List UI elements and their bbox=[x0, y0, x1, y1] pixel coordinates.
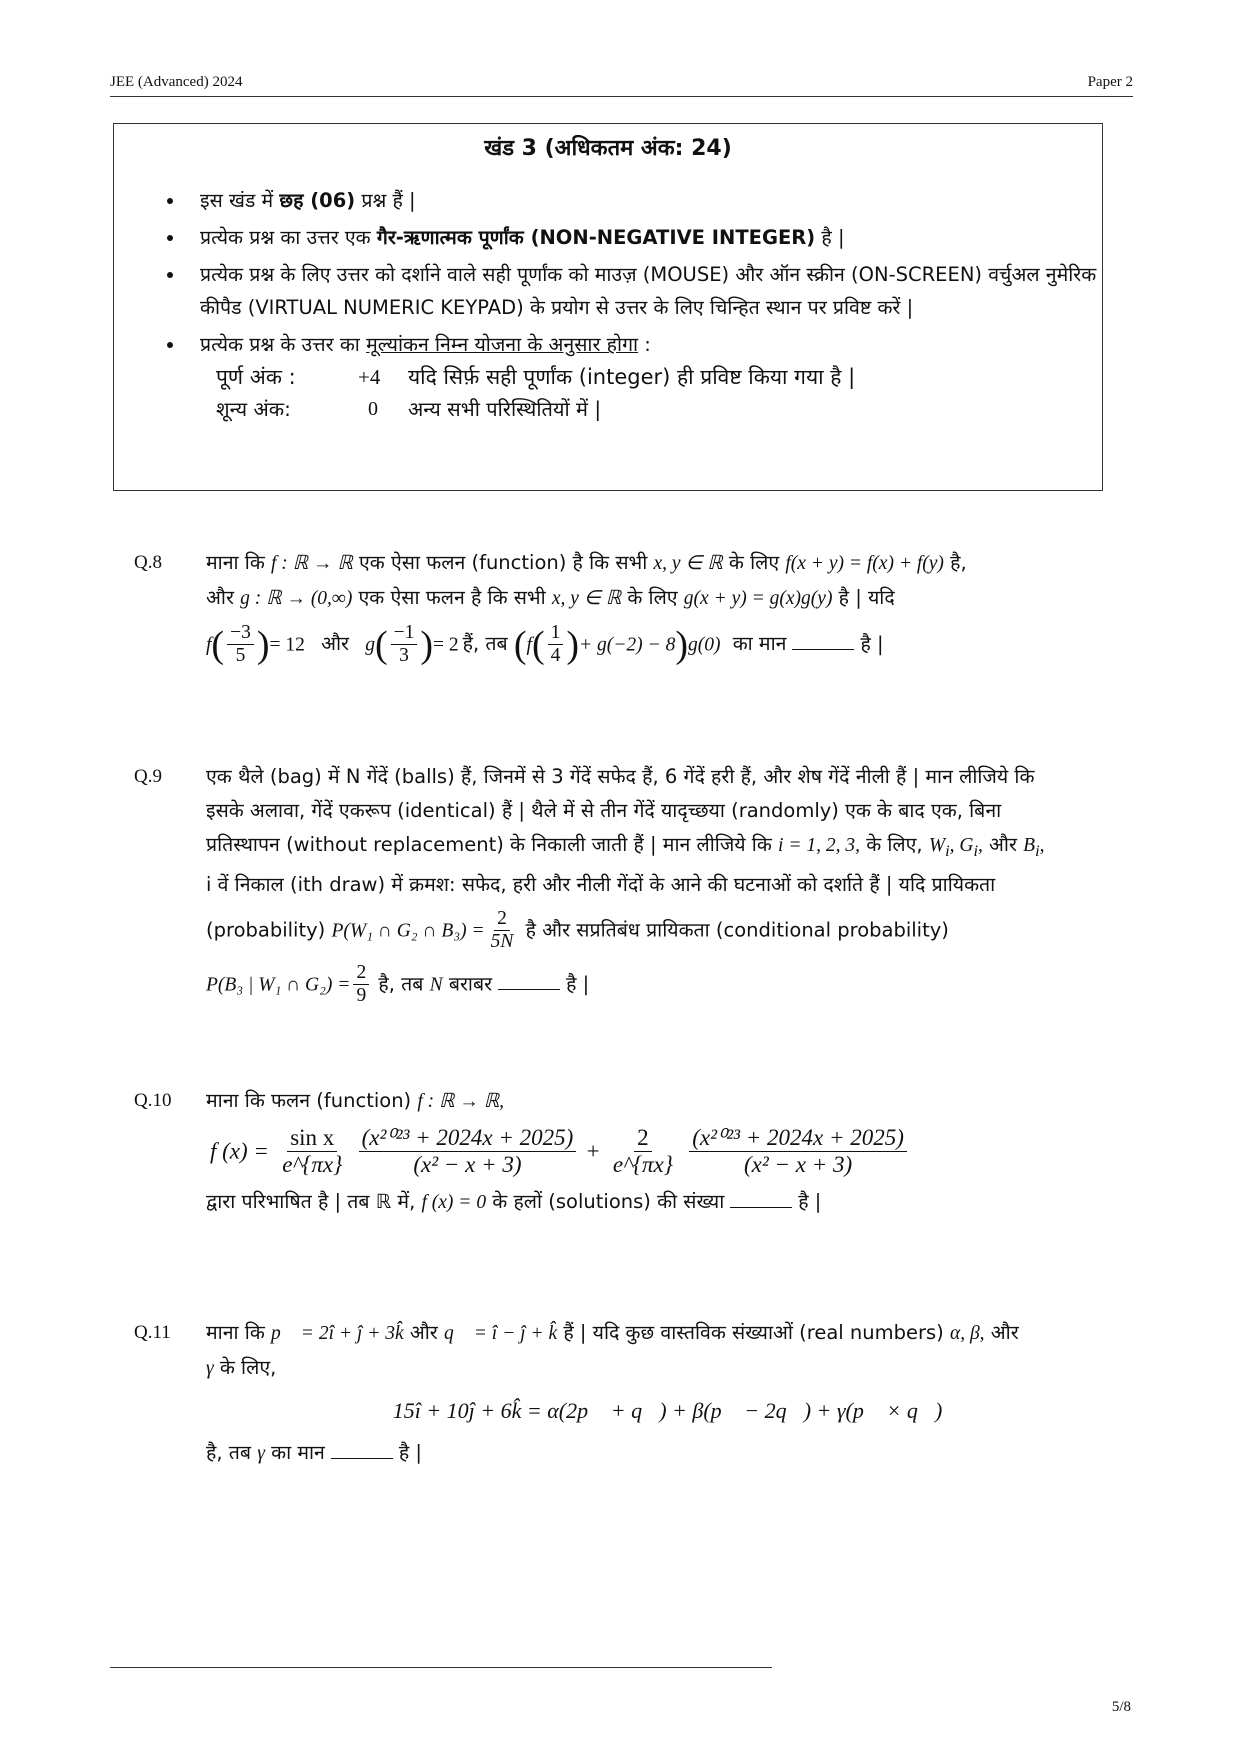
question-number: Q.8 bbox=[134, 552, 162, 573]
question-number: Q.10 bbox=[134, 1090, 172, 1111]
question-8 bbox=[134, 546, 1129, 668]
q10-formula: f (x) = $\frac{\text{sin x}}{e\^{}\{\pi x\}}$ $\frac{\text{(x²⁰²³ + 2024x + 2025)}}{\text{(x² − x + 3)}}$ + $\frac{2}{e\^{}\{\pi x\}}$ $\frac{\text{(x²⁰²³ + 2024x + 2025)}}{\text{(x² − x + 3)}}$ bbox=[210, 1125, 1129, 1179]
question-11 bbox=[134, 1316, 1129, 1471]
instruction-item: • इस खंड में छह (06) प्रश्न हैं | bbox=[186, 184, 1102, 217]
paper-label: Paper 2 bbox=[1087, 74, 1133, 90]
q9-line-3: प्रतिस्थापन (without replacement) के निकाली जाती हैं | मान लीजिये कि i = 1, 2, 3, के लिए, $W_i$, $G_i$, और $B_i$, bbox=[206, 833, 1045, 860]
q10-line-3: द्वारा परिभाषित है | तब ℝ में, f (x) = 0 के हलों (solutions) की संख्या है | bbox=[206, 1189, 822, 1213]
question-number: Q.11 bbox=[134, 1322, 171, 1343]
answer-blank bbox=[331, 1458, 393, 1459]
q10-line-1: माना कि फलन (function) f : ℝ → ℝ, bbox=[206, 1089, 505, 1112]
page-header bbox=[110, 72, 1133, 97]
question-10 bbox=[134, 1084, 1129, 1220]
q8-line-1: माना कि f : ℝ → ℝ एक ऐसा फलन (function) है कि सभी x, y ∈ ℝ के लिए f(x + y) = f(x) + f(y) है, bbox=[206, 551, 967, 574]
q9-line-4: i वें निकाल (ith draw) में क्रमश: सफेद, हरी और नीली गेंदों के आने की घटनाओं को दर्शाते हैं | यदि प्रायिकता bbox=[206, 872, 996, 896]
q8-line-2: और g : ℝ → (0,∞) एक ऐसा फलन है कि सभी x, y ∈ ℝ के लिए g(x + y) = g(x)g(y) है | यदि bbox=[206, 586, 895, 609]
q11-line-3: है, तब γ का मान है | bbox=[206, 1441, 422, 1464]
zero-marks-row: शून्य अंक: 0 अन्य सभी परिस्थितियों में | bbox=[216, 397, 602, 421]
answer-blank bbox=[498, 989, 560, 990]
q11-line-2: γ के लिए, bbox=[206, 1356, 277, 1379]
section-title: खंड 3 (अधिकतम अंक: 24) bbox=[484, 136, 732, 161]
page-number: 5/8 bbox=[1111, 1699, 1131, 1715]
q11-line-1: माना कि p⃗ = 2î + ĵ + 3k̂ और q⃗ = î − ĵ + k̂ हैं | यदि कुछ वास्तविक संख्याओं (real numbers) α, β, और bbox=[206, 1321, 1019, 1344]
q9-line-6: P(B₃ | W₁ ∩ G₂) = $\frac{2}{9}$ है, तब N बराबर है | bbox=[206, 961, 590, 1007]
question-9 bbox=[134, 760, 1129, 1008]
footer-divider bbox=[110, 1667, 772, 1668]
instruction-item: • प्रत्येक प्रश्न का उत्तर एक गैर-ऋणात्मक पूर्णांक (NON-NEGATIVE INTEGER) है | bbox=[186, 221, 1102, 254]
full-marks-row: पूर्ण अंक : +4 यदि सिर्फ़ सही पूर्णांक (integer) ही प्रविष्ट किया गया है | bbox=[216, 365, 856, 389]
question-number: Q.9 bbox=[134, 766, 162, 787]
answer-blank bbox=[730, 1207, 792, 1208]
q9-line-1: एक थैले (bag) में N गेंदें (balls) हैं, जिनमें से 3 गेंदें सफेद हैं, 6 गेंदें हरी हैं, और शेष गेंदें नीली हैं | मान लीजिये कि bbox=[206, 765, 1035, 788]
instruction-list bbox=[114, 184, 1102, 425]
q8-line-3: f( $\frac{-3}{5}$ )= 12 और g( $\frac{-1}{3}$ )= 2 हैं, तब (f( $\frac{1}{4}$ )+ g(−2) − 8)g(0) का मान है | bbox=[206, 622, 884, 667]
q11-equation: 15î + 10ĵ + 6k̂ = α(2p⃗ + q⃗) + β(p⃗ − 2q⃗) + γ(p⃗ × q⃗) bbox=[392, 1398, 943, 1423]
answer-blank bbox=[792, 649, 854, 650]
q9-line-2: इसके अलावा, गेंदें एकरूप (identical) हैं | थैले में से तीन गेंदें यादृच्छया (randomly) एक के बाद एक, बिना bbox=[206, 799, 1002, 822]
instruction-item: • प्रत्येक प्रश्न के लिए उत्तर को दर्शाने वाले सही पूर्णांक को माउज़ (MOUSE) और ऑन स्क्रीन (ON-SCREEN) वर्चुअल नुमेरिक कीपैड (VIRTUAL NUMERIC KEYPAD) के प्रयोग से उत्तर के लिए चिन्हित स्थान पर प्रविष्ट करें | bbox=[186, 258, 1102, 324]
section-instructions-box bbox=[113, 123, 1103, 491]
q9-line-5: (probability) P(W₁ ∩ G₂ ∩ B₃) = $\frac{2}{5N}$ है और सप्रतिबंध प्रायिकता (conditional probability) bbox=[206, 907, 949, 953]
instruction-item: • प्रत्येक प्रश्न के उत्तर का मूल्यांकन निम्न योजना के अनुसार होगा : पूर्ण अंक : +4 यदि सिर्फ़ सही पूर्णांक (integer) ही प्रविष्ट किया गया है | शून्य अंक: 0 अन्य सभी परिस्थितियों में | bbox=[186, 328, 1102, 425]
exam-title: JEE (Advanced) 2024 bbox=[110, 74, 243, 90]
